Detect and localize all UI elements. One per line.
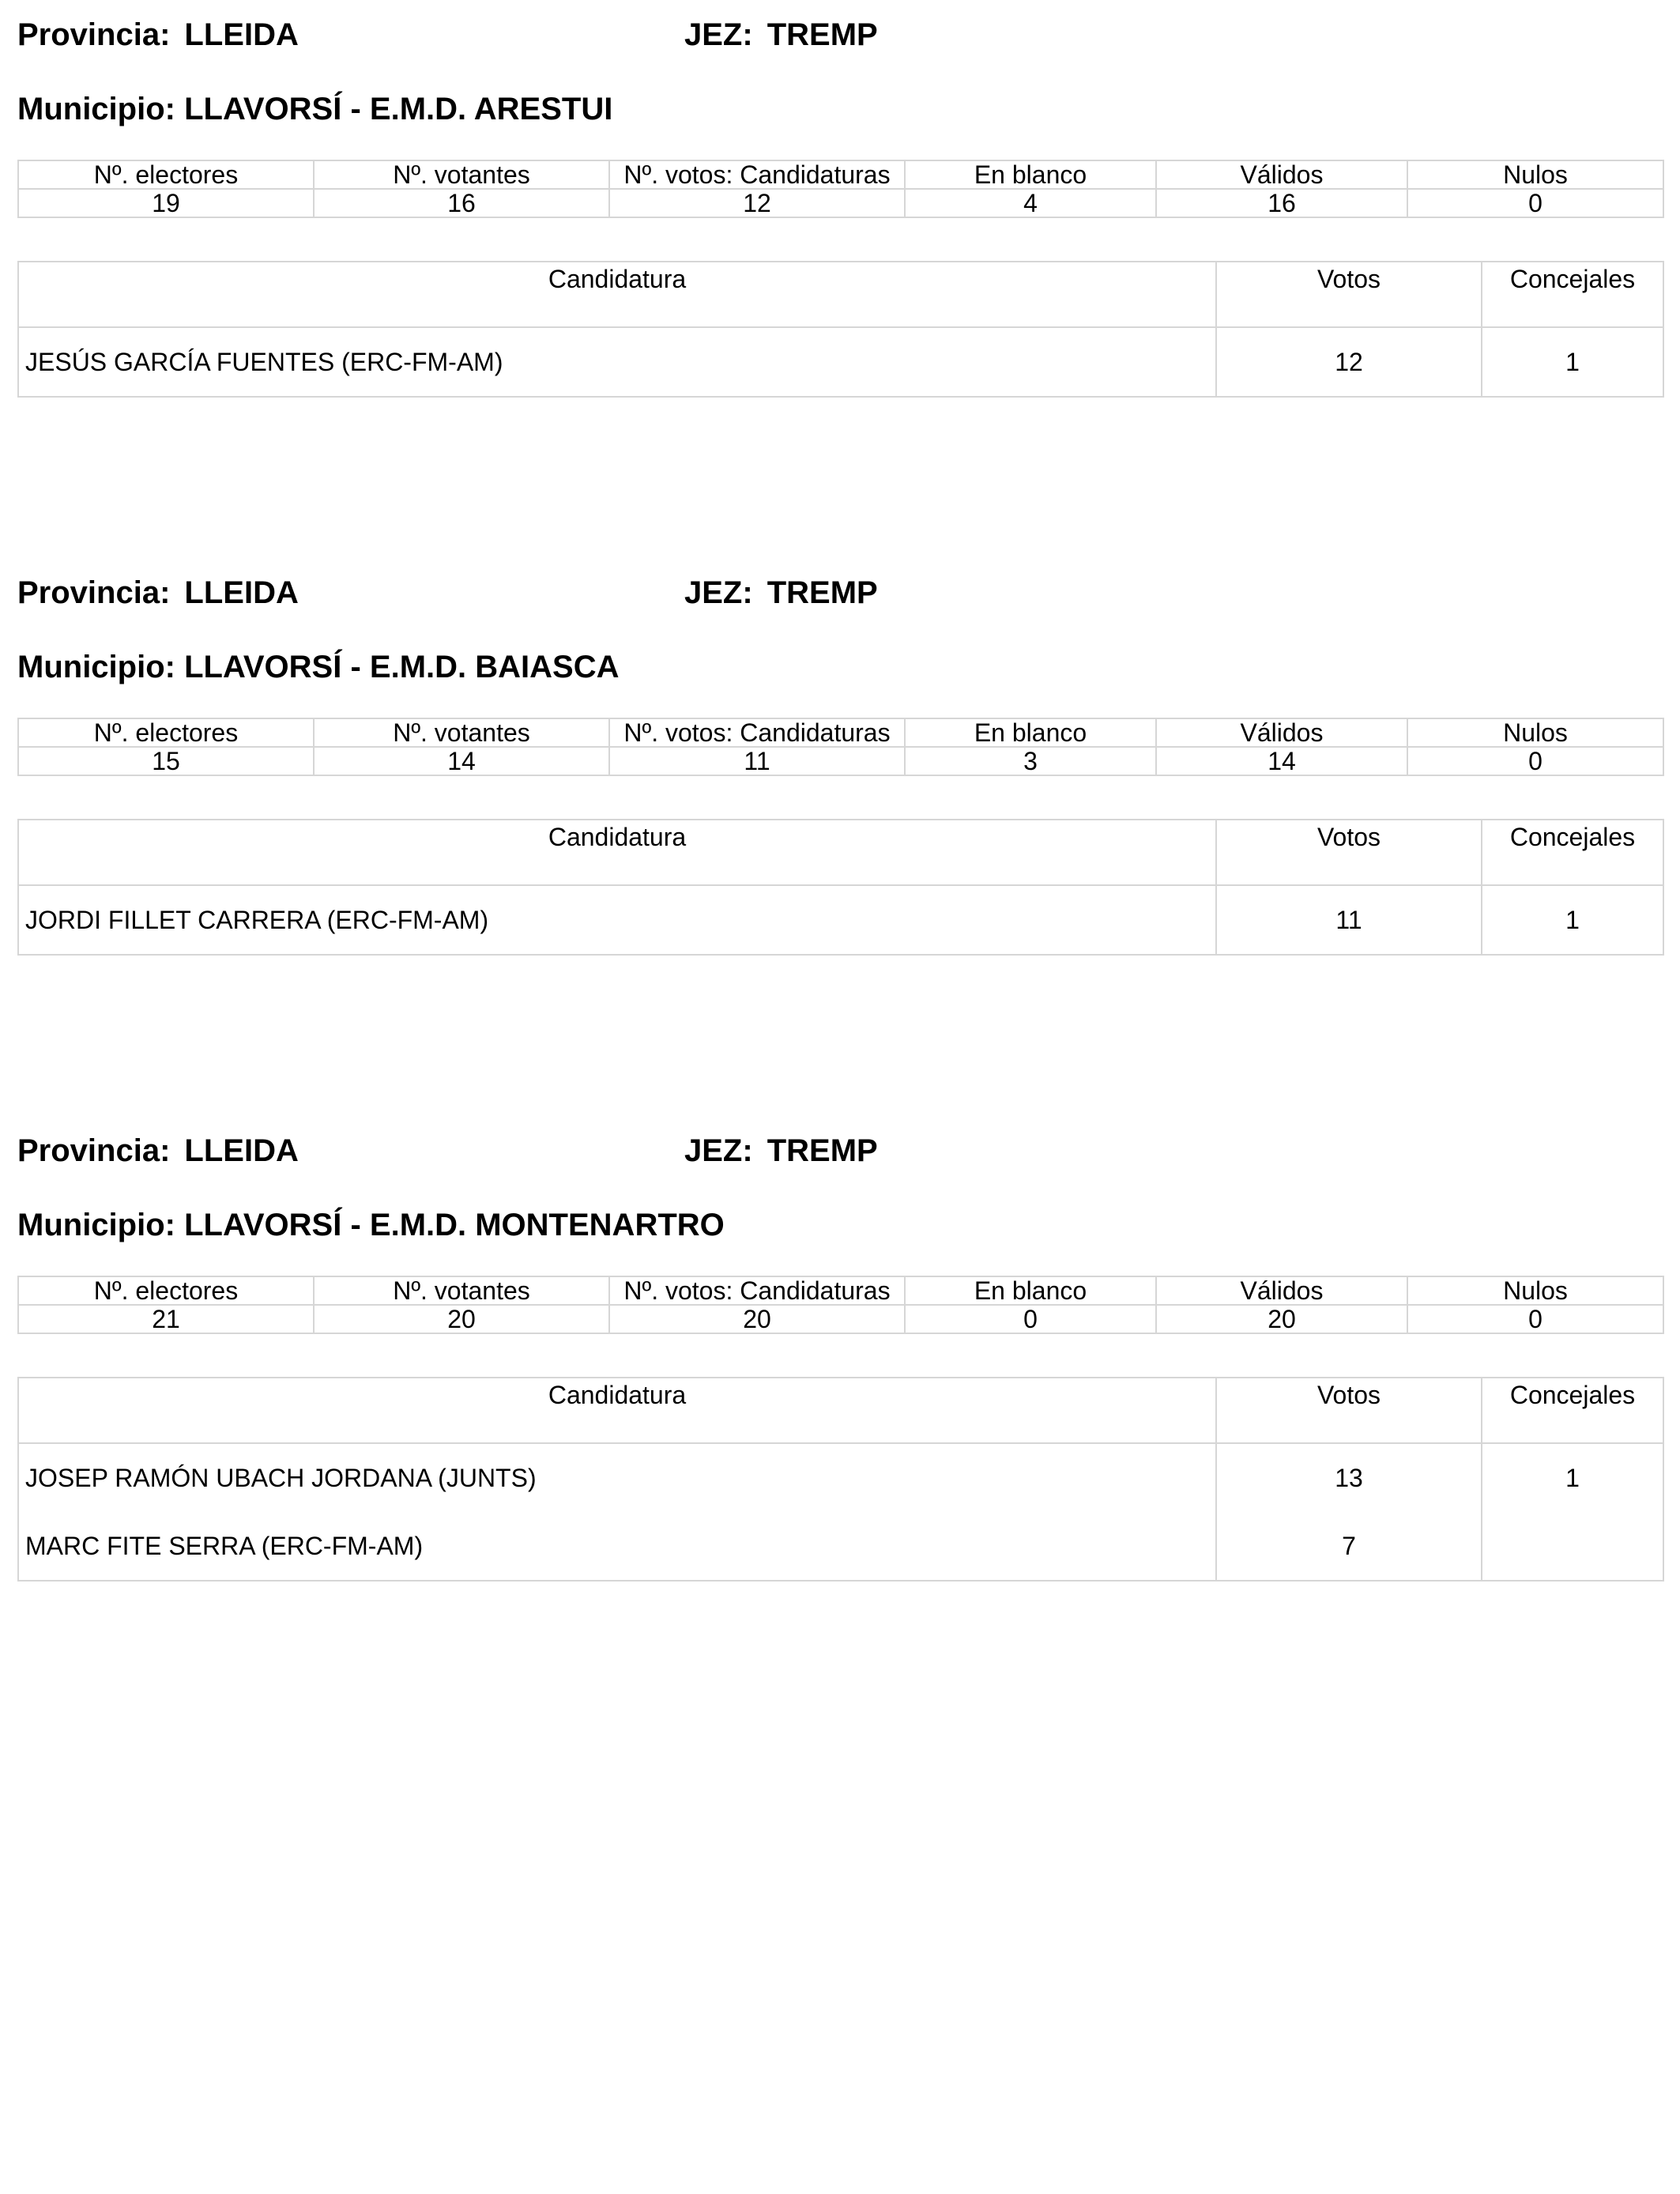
stats-header: Nº. electores: [18, 160, 314, 189]
stats-header: En blanco: [905, 160, 1156, 189]
stats-value-row: [18, 1305, 1663, 1333]
cand-votos: 12: [1216, 327, 1482, 397]
stats-value: 14: [314, 747, 609, 775]
provincia-value: LLEIDA: [184, 575, 299, 610]
stats-header: Nº. electores: [18, 1276, 314, 1305]
cand-concejales: [1482, 1512, 1663, 1581]
stats-value: 3: [905, 747, 1156, 775]
stats-value: 0: [1407, 1305, 1663, 1333]
stats-value: 0: [1407, 189, 1663, 217]
stats-header: Nº. votos: Candidaturas: [609, 1276, 905, 1305]
jez-value: TREMP: [767, 1133, 878, 1168]
stats-value: 15: [18, 747, 314, 775]
stats-value: 0: [1407, 747, 1663, 775]
provincia-label: Provincia:: [17, 17, 171, 52]
cand-header-row: [18, 820, 1663, 885]
jez-label: JEZ:: [684, 17, 753, 52]
cand-header-row: [18, 1378, 1663, 1443]
stats-header-row: [18, 160, 1663, 189]
cand-name: JOSEP RAMÓN UBACH JORDANA (JUNTS): [18, 1443, 1216, 1512]
stats-header: Válidos: [1156, 1276, 1407, 1305]
municipio-label: Municipio:: [17, 1208, 175, 1242]
candidatures-table: [17, 261, 1664, 398]
candidatures-table: [17, 819, 1664, 956]
stats-value: 16: [1156, 189, 1407, 217]
stats-value: 20: [1156, 1305, 1407, 1333]
cand-concejales: 1: [1482, 1443, 1663, 1512]
stats-header: En blanco: [905, 718, 1156, 747]
stats-value-row: [18, 747, 1663, 775]
jez-label: JEZ:: [684, 575, 753, 610]
stats-header: Nulos: [1407, 718, 1663, 747]
municipio-label: Municipio:: [17, 650, 175, 684]
provincia-label: Provincia:: [17, 1133, 171, 1168]
cand-name: MARC FITE SERRA (ERC-FM-AM): [18, 1512, 1216, 1581]
cand-header: Votos: [1216, 1378, 1482, 1443]
cand-row: [18, 1512, 1663, 1581]
stats-header: Nulos: [1407, 160, 1663, 189]
stats-header: Válidos: [1156, 160, 1407, 189]
cand-row: [18, 327, 1663, 397]
cand-header: Candidatura: [18, 1378, 1216, 1443]
stats-value: 21: [18, 1305, 314, 1333]
header-line: [17, 572, 1663, 613]
stats-header: Válidos: [1156, 718, 1407, 747]
provincia: [17, 1130, 299, 1171]
provincia-value: LLEIDA: [184, 17, 299, 52]
cand-votos: 11: [1216, 885, 1482, 955]
jez-label: JEZ:: [684, 1133, 753, 1168]
stats-value: 0: [905, 1305, 1156, 1333]
provincia: [17, 572, 299, 613]
municipio-value: LLAVORSÍ - E.M.D. BAIASCA: [184, 650, 620, 684]
cand-header: Candidatura: [18, 262, 1216, 327]
municipio-value: LLAVORSÍ - E.M.D. MONTENARTRO: [184, 1208, 725, 1242]
stats-value: 19: [18, 189, 314, 217]
stats-header: Nº. votantes: [314, 1276, 609, 1305]
jez-value: TREMP: [767, 575, 878, 610]
stats-value: 4: [905, 189, 1156, 217]
jez: [684, 14, 878, 55]
header-line: [17, 1130, 1663, 1171]
stats-value: 12: [609, 189, 905, 217]
candidatures-table: [17, 1377, 1664, 1581]
stats-header: En blanco: [905, 1276, 1156, 1305]
cand-row: [18, 1443, 1663, 1512]
cand-header: Votos: [1216, 262, 1482, 327]
stats-header: Nº. votos: Candidaturas: [609, 718, 905, 747]
stats-header: Nº. votantes: [314, 718, 609, 747]
stats-header: Nº. votos: Candidaturas: [609, 160, 905, 189]
provincia: [17, 14, 299, 55]
jez-value: TREMP: [767, 17, 878, 52]
municipio: [17, 89, 612, 130]
municipio-value: LLAVORSÍ - E.M.D. ARESTUI: [184, 92, 613, 126]
jez: [684, 1130, 878, 1171]
cand-header: Votos: [1216, 820, 1482, 885]
cand-header: Concejales: [1482, 820, 1663, 885]
cand-votos: 13: [1216, 1443, 1482, 1512]
stats-header-row: [18, 1276, 1663, 1305]
stats-value: 16: [314, 189, 609, 217]
municipio: [17, 647, 619, 688]
stats-value: 14: [1156, 747, 1407, 775]
header-line: [17, 14, 1663, 55]
stats-table: [17, 1276, 1664, 1334]
cand-header-row: [18, 262, 1663, 327]
jez: [684, 572, 878, 613]
cand-row: [18, 885, 1663, 955]
cand-concejales: 1: [1482, 327, 1663, 397]
municipio-label: Municipio:: [17, 92, 175, 126]
stats-value: 20: [314, 1305, 609, 1333]
stats-value: 20: [609, 1305, 905, 1333]
stats-table: [17, 160, 1664, 218]
cand-votos: 7: [1216, 1512, 1482, 1581]
municipio: [17, 1204, 725, 1246]
cand-name: JESÚS GARCÍA FUENTES (ERC-FM-AM): [18, 327, 1216, 397]
stats-value: 11: [609, 747, 905, 775]
cand-name: JORDI FILLET CARRERA (ERC-FM-AM): [18, 885, 1216, 955]
stats-header-row: [18, 718, 1663, 747]
stats-header: Nº. votantes: [314, 160, 609, 189]
cand-concejales: 1: [1482, 885, 1663, 955]
cand-header: Concejales: [1482, 262, 1663, 327]
stats-table: [17, 718, 1664, 776]
provincia-label: Provincia:: [17, 575, 171, 610]
stats-value-row: [18, 189, 1663, 217]
cand-header: Concejales: [1482, 1378, 1663, 1443]
cand-header: Candidatura: [18, 820, 1216, 885]
stats-header: Nulos: [1407, 1276, 1663, 1305]
provincia-value: LLEIDA: [184, 1133, 299, 1168]
stats-header: Nº. electores: [18, 718, 314, 747]
